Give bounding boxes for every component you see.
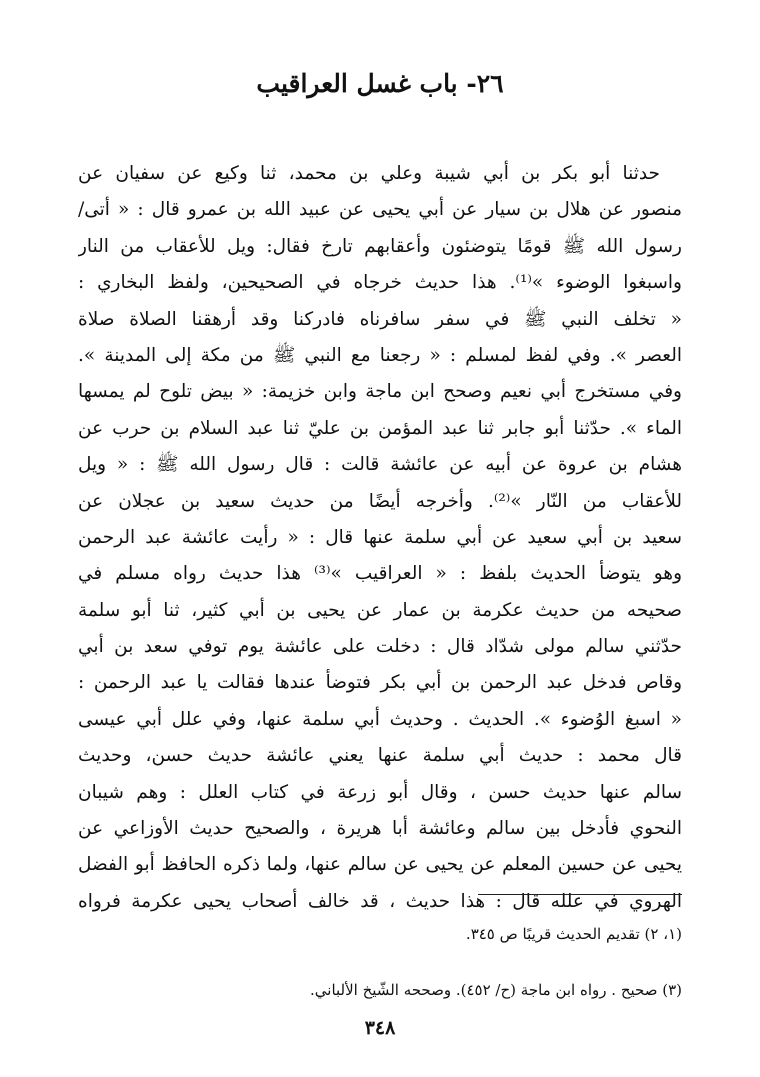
text-line: سالم عنها حديث حسن ، وقال أبو زرعة في كتاب العلل : وهم شيبان: [78, 781, 682, 803]
text-line: الهروي في علله قال : هذا حديث ، قد خالف أصحاب يحيى عكرمة فرواه: [78, 890, 682, 912]
text-line: النحوي فأدخل بين سالم وعائشة أبا هريرة ، والصحيح حديث الأوزاعي عن: [78, 818, 682, 840]
text-line: وهو يتوضأ الحديث بلفظ : « العراقيب »⁽³⁾ هذا حديث رواه مسلم في: [78, 563, 682, 585]
footnote-divider: [478, 894, 682, 895]
text-line: رسول الله ﷺ قومًا يتوضئون وأعقابهم تارخ فقال: ويل للأعقاب من النار: [78, 235, 682, 257]
text-line: للأعقاب من النّار »⁽²⁾. وأخرجه أيضًا من حديث سعيد بن عجلان عن: [78, 490, 682, 512]
text-line: العصر ». وفي لفظ لمسلم : « رجعنا مع النبي ﷺ من مكة إلى المدينة ».: [78, 344, 682, 366]
text-line: حدثنا أبو بكر بن أبي شيبة وعلي بن محمد، ثنا وكيع عن سفيان عن: [78, 163, 660, 184]
text-line: « تخلف النبي ﷺ في سفر سافرناه فادركنا وقد أرهقنا الصلاة صلاة: [78, 308, 682, 330]
footnote: (١، ٢) تقديم الحديث قريبًا ص ٣٤٥.: [465, 925, 682, 943]
text-line: وفي مستخرج أبي نعيم وصحح ابن ماجة وابن خزيمة: « بيض تلوح لم يمسها: [78, 381, 682, 403]
text-line: قال محمد : حديث أبي سلمة عنها يعني عائشة حديث حسن، وحديث: [78, 745, 682, 767]
text-line: يحيى عن حسين المعلم عن يحيى عن سالم عنها، ولما ذكره الحافظ أبو الفضل: [78, 854, 682, 876]
text-line: هشام بن عروة عن أبيه عن عائشة قالت : قال رسول الله ﷺ : « ويل: [78, 454, 682, 476]
text-line: حدّثني سالم مولى شدّاد قال : دخلت على عائشة يوم توفي سعد بن أبي: [78, 636, 682, 658]
text-line: منصور عن هلال بن سيار عن أبي يحيى عن عبيد الله بن عمرو قال : « أتى/: [78, 199, 682, 221]
page-number: ٣٤٨: [364, 1017, 396, 1039]
text-line: صحيحه من حديث عكرمة بن عمار عن يحيى بن أبي كثير، ثنا أبو سلمة: [78, 599, 682, 621]
text-line: سعيد بن أبي سعيد عن أبي سلمة عنها قال : « رأيت عائشة عبد الرحمن: [78, 526, 682, 548]
chapter-title: ٢٦- باب غسل العراقيب: [256, 69, 504, 98]
body-text: [78, 156, 682, 920]
text-line: الماء ». حدّثنا أبو جابر ثنا عبد المؤمن بن عليّ ثنا عبد السلام بن حرب عن: [78, 417, 682, 439]
footnote: (٣) صحيح . رواه ابن ماجة (ح/ ٤٥٢). وصححه الشّيخ الألباني.: [310, 981, 682, 999]
text-line: واسبغوا الوضوء »⁽¹⁾. هذا حديث خرجاه في الصحيحين، ولفظ البخاري :: [78, 272, 682, 294]
text-line: « اسبغ الوُضوء ». الحديث . وحديث أبي سلمة عنها، وفي علل أبي عيسى: [78, 708, 682, 730]
text-line: وقاص فدخل عبد الرحمن بن أبي بكر فتوضأ عندها فقالت يا عبد الرحمن :: [78, 672, 682, 694]
